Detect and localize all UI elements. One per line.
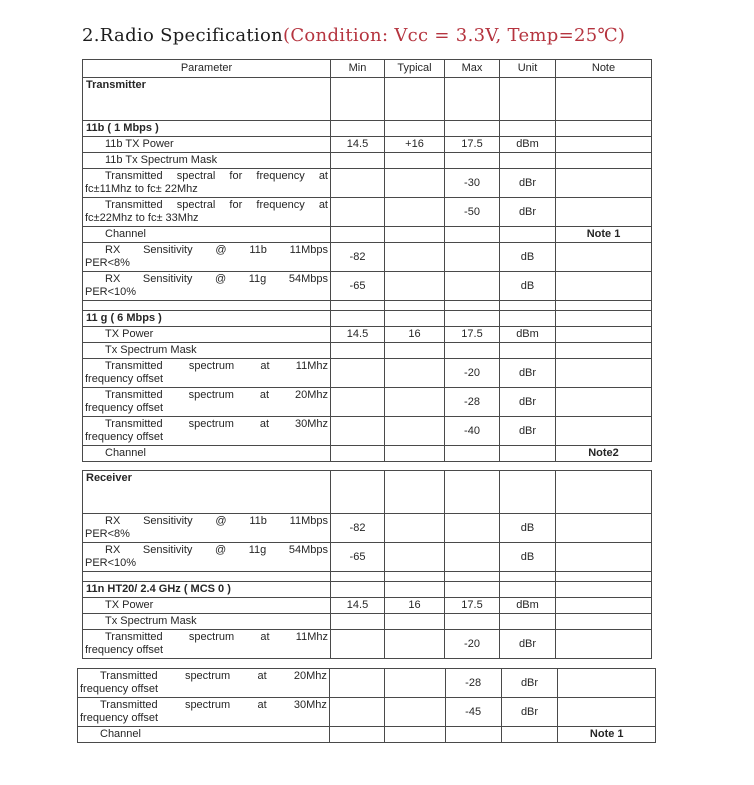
min-cell: [331, 417, 385, 446]
unit-cell: dBm: [500, 327, 556, 343]
note-cell: [556, 582, 652, 598]
typical-cell: [384, 669, 445, 698]
max-cell: -45: [445, 698, 501, 727]
max-cell: [445, 153, 500, 169]
table-row: [78, 669, 656, 698]
note-cell: [556, 137, 652, 153]
min-cell: 14.5: [331, 327, 385, 343]
unit-cell: dBr: [500, 417, 556, 446]
unit-cell: [500, 572, 556, 582]
table-row: [83, 137, 652, 153]
max-cell: [445, 446, 500, 462]
param-line-2: PER<10%: [85, 286, 137, 298]
param-line-2: fc±11Mhz to fc± 22Mhz: [85, 183, 198, 195]
min-cell: [331, 388, 385, 417]
max-cell: [445, 311, 500, 327]
max-cell: [445, 78, 500, 121]
min-cell: [331, 198, 385, 227]
note-cell: [558, 669, 656, 698]
table-row: [83, 227, 652, 243]
table-row: [83, 153, 652, 169]
unit-cell: dB: [500, 514, 556, 543]
column-header-min: Min: [331, 60, 385, 78]
param-text: TX Power: [105, 328, 154, 340]
param-line-1: Transmitted spectrum at 20Mhz: [100, 670, 327, 682]
min-cell: [331, 78, 385, 121]
title-text: 2.Radio Specification: [82, 25, 284, 46]
note-cell: [556, 630, 652, 659]
param-line-2: frequency offset: [80, 712, 159, 724]
unit-cell: dBr: [500, 359, 556, 388]
param-cell: [83, 227, 331, 243]
typical-cell: [385, 272, 445, 301]
param-cell: 11n HT20/ 2.4 GHz ( MCS 0 ): [83, 582, 331, 598]
table-row: [83, 582, 652, 598]
param-line-1: RX Sensitivity @ 11b 11Mbps: [105, 244, 328, 256]
typical-cell: [385, 301, 445, 311]
note-cell: Note 1: [556, 227, 652, 243]
min-cell: [329, 727, 384, 743]
note-cell: [556, 388, 652, 417]
note-cell: [556, 417, 652, 446]
min-cell: 14.5: [331, 598, 385, 614]
max-cell: [445, 471, 500, 514]
param-line-1: Transmitted spectrum at 11Mhz: [105, 360, 328, 372]
max-cell: [445, 301, 500, 311]
unit-cell: dB: [500, 272, 556, 301]
title-condition: (Condition: Vcc = 3.3V, Temp=25℃): [283, 25, 626, 46]
unit-cell: dBm: [500, 598, 556, 614]
min-cell: 14.5: [331, 137, 385, 153]
param-text: 11b Tx Spectrum Mask: [105, 154, 218, 166]
unit-cell: [501, 727, 558, 743]
header-row: [83, 60, 652, 78]
max-cell: 17.5: [445, 598, 500, 614]
table-row: [83, 311, 652, 327]
min-cell: [331, 582, 385, 598]
table-row: [83, 327, 652, 343]
note-cell: [556, 327, 652, 343]
note-cell: [556, 598, 652, 614]
typical-cell: [384, 698, 445, 727]
typical-cell: [385, 614, 445, 630]
note-cell: [556, 272, 652, 301]
typical-cell: [385, 446, 445, 462]
param-line-2: frequency offset: [85, 644, 164, 656]
table-row: [83, 614, 652, 630]
table-row: [83, 471, 652, 514]
column-header-note: Note: [556, 60, 652, 78]
min-cell: [331, 630, 385, 659]
param-cell: [83, 343, 331, 359]
param-line-2: frequency offset: [85, 373, 164, 385]
param-line-1: Transmitted spectral for frequency at: [105, 170, 328, 182]
param-line-1: Transmitted spectrum at 20Mhz: [105, 389, 328, 401]
max-cell: -28: [445, 669, 501, 698]
unit-cell: [500, 121, 556, 137]
typical-cell: [385, 198, 445, 227]
param-text: Channel: [105, 228, 146, 240]
min-cell: -82: [331, 243, 385, 272]
max-cell: [445, 514, 500, 543]
max-cell: -28: [445, 388, 500, 417]
note-cell: [556, 514, 652, 543]
min-cell: [331, 359, 385, 388]
param-cell: [78, 669, 330, 698]
param-line-1: Transmitted spectral for frequency at: [105, 199, 328, 211]
param-cell: [83, 388, 331, 417]
max-cell: -40: [445, 417, 500, 446]
param-text: Tx Spectrum Mask: [105, 344, 197, 356]
min-cell: -82: [331, 514, 385, 543]
min-cell: [331, 301, 385, 311]
note-cell: [556, 572, 652, 582]
spec-tables-container: [0, 59, 754, 743]
unit-cell: [500, 301, 556, 311]
param-line-2: PER<10%: [85, 557, 137, 569]
table-row: [83, 514, 652, 543]
table-row: [78, 698, 656, 727]
max-cell: -30: [445, 169, 500, 198]
unit-cell: dBr: [501, 698, 558, 727]
table-row: [83, 543, 652, 572]
param-line-2: frequency offset: [85, 431, 164, 443]
max-cell: 17.5: [445, 137, 500, 153]
typical-cell: [385, 227, 445, 243]
param-cell: 11b ( 1 Mbps ): [83, 121, 331, 137]
note-cell: [556, 359, 652, 388]
unit-cell: [500, 78, 556, 121]
param-cell: [83, 514, 331, 543]
note-cell: [556, 121, 652, 137]
note-cell: [556, 243, 652, 272]
max-cell: [445, 572, 500, 582]
param-line-1: Transmitted spectrum at 30Mhz: [100, 699, 327, 711]
radio-spec-table-continued: [77, 668, 656, 743]
param-cell: [83, 301, 331, 311]
column-header-parameter: Parameter: [83, 60, 331, 78]
max-cell: [445, 121, 500, 137]
min-cell: -65: [331, 272, 385, 301]
page-title: [82, 25, 754, 46]
min-cell: [331, 614, 385, 630]
note-cell: [556, 198, 652, 227]
column-header-max: Max: [445, 60, 500, 78]
unit-cell: [500, 343, 556, 359]
max-cell: [445, 272, 500, 301]
param-cell: [83, 327, 331, 343]
table-row: [83, 343, 652, 359]
table-row: [83, 169, 652, 198]
typical-cell: [385, 153, 445, 169]
typical-cell: [385, 78, 445, 121]
min-cell: [331, 446, 385, 462]
radio-spec-table-receiver: [82, 470, 652, 659]
note-cell: [556, 471, 652, 514]
max-cell: [445, 243, 500, 272]
param-line-1: Transmitted spectrum at 30Mhz: [105, 418, 328, 430]
table-row: [83, 417, 652, 446]
column-header-unit: Unit: [500, 60, 556, 78]
table-row: [83, 78, 652, 121]
unit-cell: dBm: [500, 137, 556, 153]
unit-cell: [500, 153, 556, 169]
note-cell: [556, 153, 652, 169]
unit-cell: dBr: [500, 630, 556, 659]
table-row: [78, 727, 656, 743]
max-cell: [445, 582, 500, 598]
max-cell: 17.5: [445, 327, 500, 343]
unit-cell: dBr: [501, 669, 558, 698]
param-cell: [83, 359, 331, 388]
param-line-2: PER<8%: [85, 528, 130, 540]
typical-cell: [385, 388, 445, 417]
min-cell: [331, 471, 385, 514]
table-row: [83, 243, 652, 272]
typical-cell: 16: [385, 598, 445, 614]
typical-cell: [385, 543, 445, 572]
param-text: Channel: [100, 728, 141, 740]
note-cell: Note 1: [558, 727, 656, 743]
max-cell: -50: [445, 198, 500, 227]
note-cell: [556, 301, 652, 311]
param-cell: [83, 630, 331, 659]
param-text: Tx Spectrum Mask: [105, 615, 197, 627]
note-cell: [556, 614, 652, 630]
param-cell: [83, 137, 331, 153]
min-cell: [329, 698, 384, 727]
note-cell: [556, 543, 652, 572]
table-row: [83, 359, 652, 388]
param-line-2: PER<8%: [85, 257, 130, 269]
unit-cell: [500, 311, 556, 327]
max-cell: -20: [445, 630, 500, 659]
max-cell: [445, 614, 500, 630]
typical-cell: [385, 169, 445, 198]
param-cell: [83, 153, 331, 169]
unit-cell: [500, 471, 556, 514]
typical-cell: [385, 343, 445, 359]
param-cell: [78, 727, 330, 743]
min-cell: [331, 343, 385, 359]
table-row: [83, 598, 652, 614]
note-cell: [556, 311, 652, 327]
min-cell: [331, 311, 385, 327]
radio-spec-table-transmitter: [82, 59, 652, 462]
param-cell: [78, 698, 330, 727]
table-row: [83, 572, 652, 582]
param-cell: [83, 614, 331, 630]
param-line-1: RX Sensitivity @ 11g 54Mbps: [105, 273, 328, 285]
table-row: [83, 301, 652, 311]
unit-cell: [500, 446, 556, 462]
param-line-1: Transmitted spectrum at 11Mhz: [105, 631, 328, 643]
typical-cell: [385, 514, 445, 543]
param-cell: Receiver: [83, 471, 331, 514]
min-cell: [331, 153, 385, 169]
min-cell: -65: [331, 543, 385, 572]
table-row: [83, 446, 652, 462]
typical-cell: [385, 582, 445, 598]
unit-cell: [500, 614, 556, 630]
param-cell: [83, 243, 331, 272]
note-cell: [556, 78, 652, 121]
note-cell: [556, 169, 652, 198]
min-cell: [331, 169, 385, 198]
table-row: [83, 198, 652, 227]
param-cell: Transmitter: [83, 78, 331, 121]
min-cell: [331, 121, 385, 137]
table-row: [83, 388, 652, 417]
min-cell: [331, 572, 385, 582]
table-row: [83, 121, 652, 137]
unit-cell: [500, 582, 556, 598]
typical-cell: 16: [385, 327, 445, 343]
param-cell: [83, 598, 331, 614]
unit-cell: dBr: [500, 198, 556, 227]
param-line-2: fc±22Mhz to fc± 33Mhz: [85, 212, 199, 224]
param-line-2: frequency offset: [80, 683, 159, 695]
param-text: TX Power: [105, 599, 154, 611]
typical-cell: [385, 121, 445, 137]
param-line-2: frequency offset: [85, 402, 164, 414]
max-cell: [445, 727, 501, 743]
min-cell: [329, 669, 384, 698]
param-cell: [83, 198, 331, 227]
param-cell: 11 g ( 6 Mbps ): [83, 311, 331, 327]
note-cell: Note2: [556, 446, 652, 462]
typical-cell: [385, 630, 445, 659]
max-cell: [445, 543, 500, 572]
param-line-1: RX Sensitivity @ 11g 54Mbps: [105, 544, 328, 556]
note-cell: [556, 343, 652, 359]
min-cell: [331, 227, 385, 243]
param-cell: [83, 543, 331, 572]
column-header-typical: Typical: [385, 60, 445, 78]
param-cell: [83, 446, 331, 462]
table-row: [83, 630, 652, 659]
table-row: [83, 272, 652, 301]
typical-cell: [385, 417, 445, 446]
param-cell: [83, 572, 331, 582]
unit-cell: dB: [500, 543, 556, 572]
max-cell: [445, 343, 500, 359]
param-cell: [83, 169, 331, 198]
typical-cell: [385, 311, 445, 327]
max-cell: [445, 227, 500, 243]
unit-cell: dBr: [500, 169, 556, 198]
param-cell: [83, 417, 331, 446]
param-cell: [83, 272, 331, 301]
unit-cell: [500, 227, 556, 243]
param-text: 11b TX Power: [105, 138, 174, 150]
typical-cell: +16: [385, 137, 445, 153]
typical-cell: [385, 471, 445, 514]
typical-cell: [385, 243, 445, 272]
unit-cell: dBr: [500, 388, 556, 417]
max-cell: -20: [445, 359, 500, 388]
note-cell: [558, 698, 656, 727]
typical-cell: [385, 359, 445, 388]
typical-cell: [384, 727, 445, 743]
param-line-1: RX Sensitivity @ 11b 11Mbps: [105, 515, 328, 527]
param-text: Channel: [105, 447, 146, 459]
unit-cell: dB: [500, 243, 556, 272]
typical-cell: [385, 572, 445, 582]
